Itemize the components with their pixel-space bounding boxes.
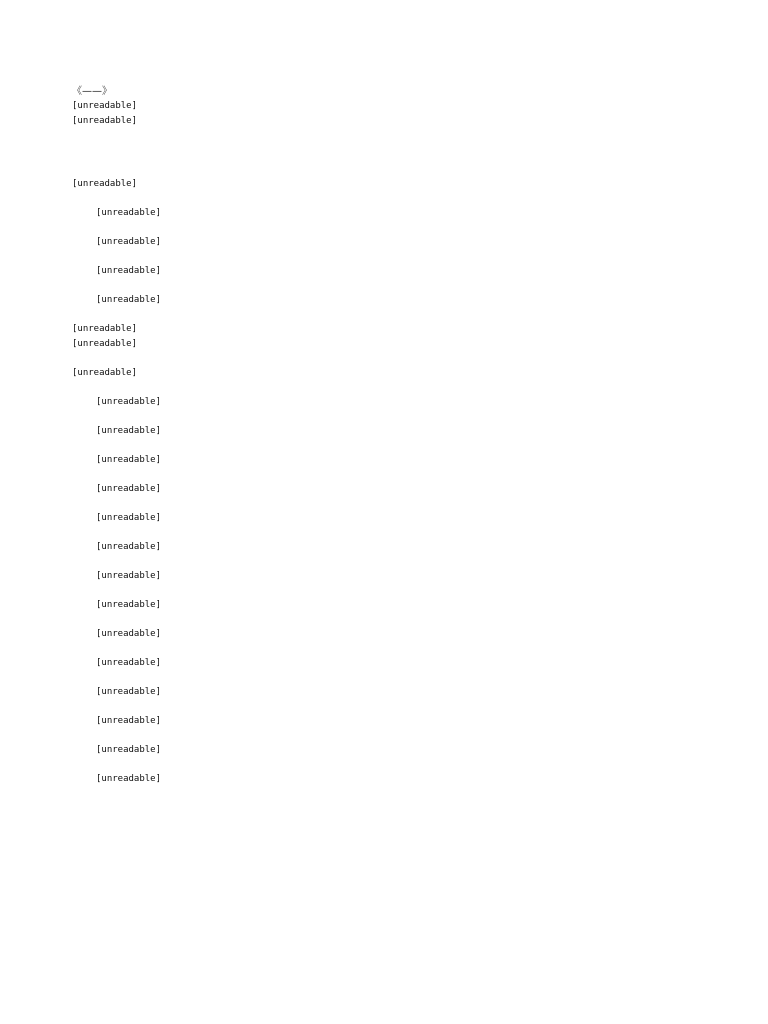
body-paragraph-8: [unreadable]	[96, 600, 162, 610]
sub-title-line-1: [unreadable]	[72, 324, 138, 334]
author-line: [unreadable]	[72, 101, 138, 111]
body-paragraph-2: [unreadable]	[96, 426, 162, 436]
body-paragraph-12: [unreadable]	[96, 716, 162, 726]
body-paragraph-5: [unreadable]	[96, 513, 162, 523]
body-paragraph-11: [unreadable]	[96, 687, 162, 697]
body-paragraph-4: [unreadable]	[96, 484, 162, 494]
document-page	[72, 84, 700, 801]
source-line: [unreadable]	[72, 116, 138, 126]
paragraph-1: [unreadable]	[96, 208, 162, 218]
paragraph-2: [unreadable]	[96, 237, 162, 247]
section-heading-2: [unreadable]	[72, 368, 138, 378]
body-paragraph-1: [unreadable]	[96, 397, 162, 407]
section-heading-1: [unreadable]	[72, 179, 138, 189]
spacer	[72, 129, 700, 177]
body-paragraph-9: [unreadable]	[96, 629, 162, 639]
body-paragraph-13: [unreadable]	[96, 745, 162, 755]
body-paragraph-10: [unreadable]	[96, 658, 162, 668]
paragraph-3: [unreadable]	[96, 266, 162, 276]
sub-title-line-2: [unreadable]	[72, 339, 138, 349]
body-paragraph-14: [unreadable]	[96, 774, 162, 784]
body-paragraph-7: [unreadable]	[96, 571, 162, 581]
body-paragraph-3: [unreadable]	[96, 455, 162, 465]
body-paragraph-6: [unreadable]	[96, 542, 162, 552]
paragraph-4: [unreadable]	[96, 295, 162, 305]
spacer	[72, 352, 700, 366]
document-title: 《——》	[72, 86, 112, 97]
